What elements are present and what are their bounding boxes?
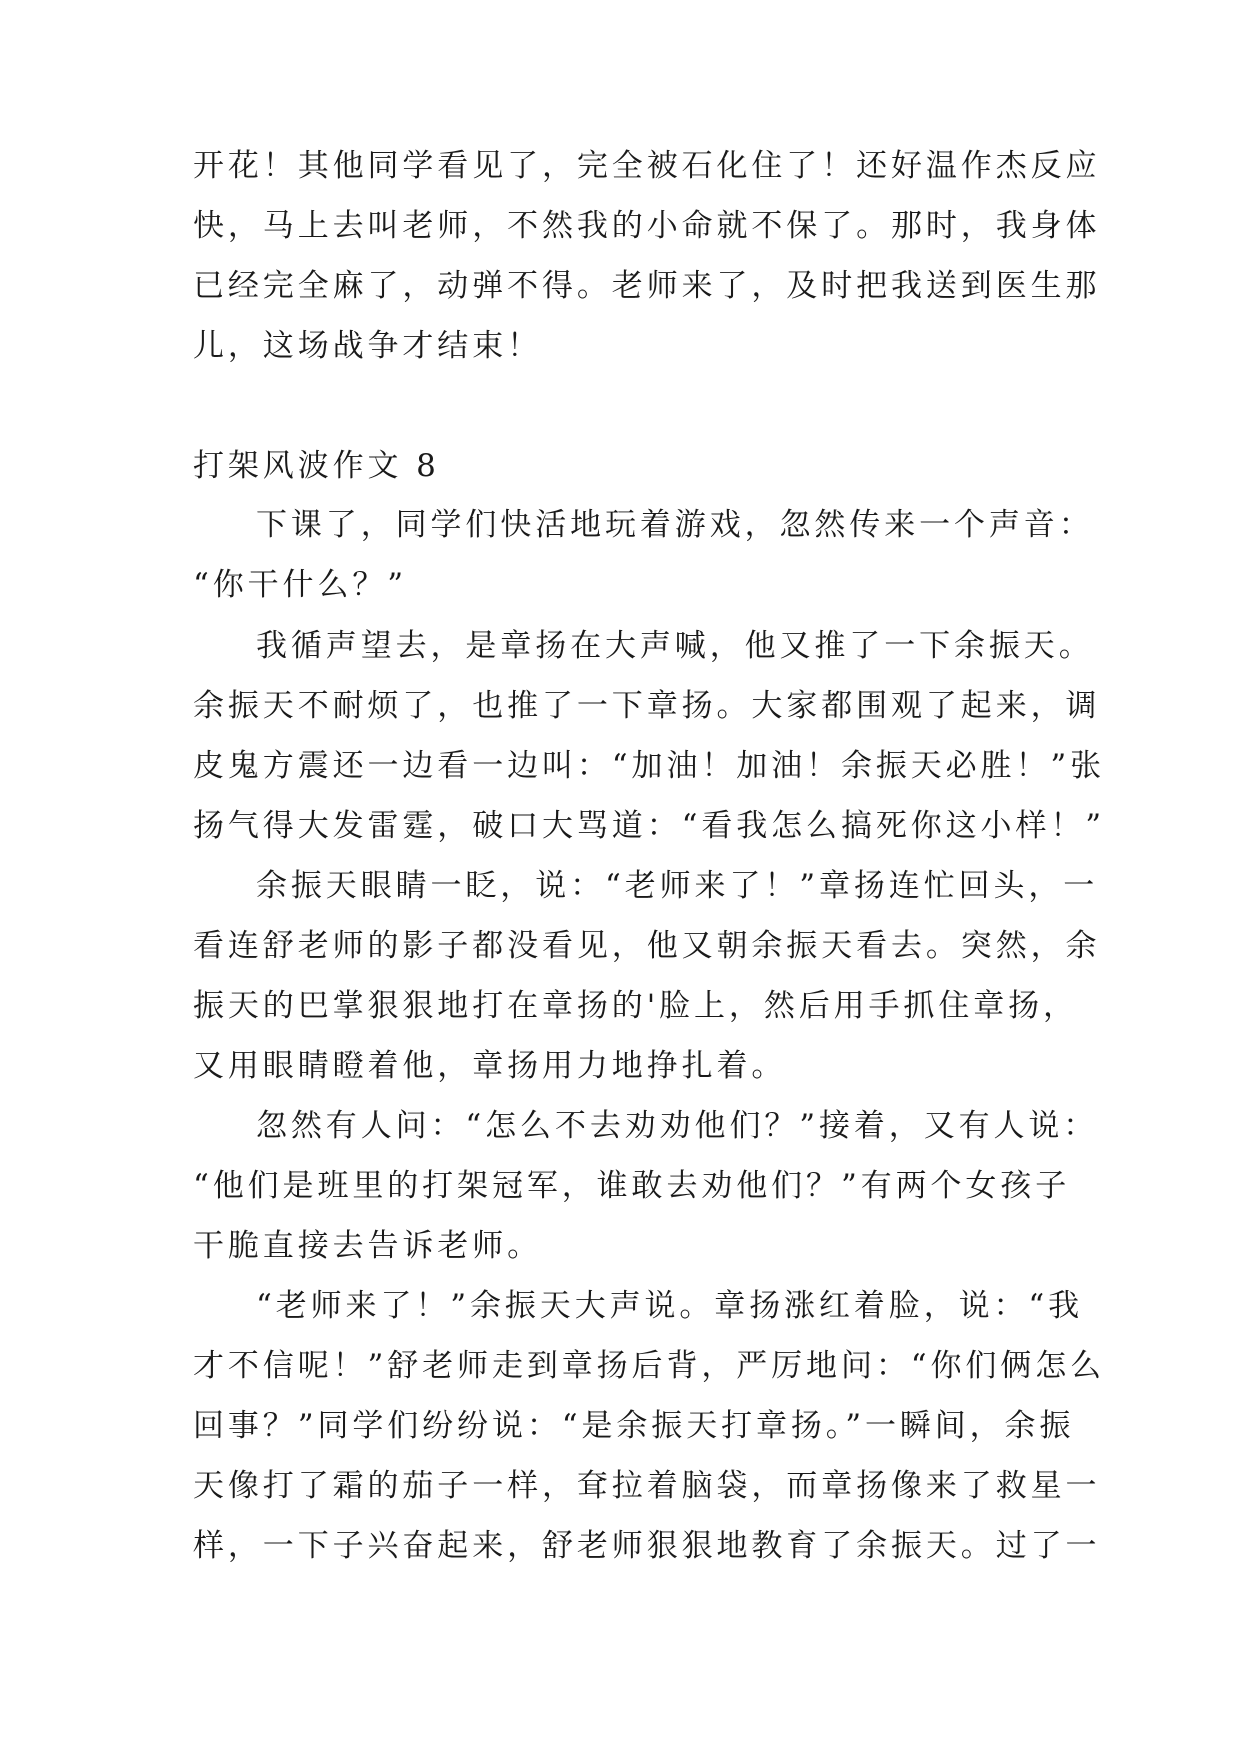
paragraph-line: 天像打了霜的茄子一样，耷拉着脑袋，而章扬像来了救星一 [193, 1468, 1101, 1504]
paragraph-line: 又用眼睛瞪着他，章扬用力地挣扎着。 [193, 1048, 787, 1084]
paragraph-line: 已经完全麻了，动弹不得。老师来了，及时把我送到医生那 [193, 268, 1101, 304]
paragraph-line: 下课了，同学们快活地玩着游戏，忽然传来一个声音： [256, 507, 1094, 543]
paragraph-line: 余振天眼睛一眨，说：“老师来了！”章扬连忙回头，一 [256, 868, 1099, 904]
paragraph-line: 样，一下子兴奋起来，舒老师狠狠地教育了余振天。过了一 [193, 1528, 1101, 1564]
paragraph-line: 才不信呢！”舒老师走到章扬后背，严厉地问：“你们俩怎么 [193, 1348, 1105, 1384]
paragraph-line: “老师来了！”余振天大声说。章扬涨红着脸，说：“我 [256, 1288, 1084, 1324]
section-title: 打架风波作文 8 [193, 448, 440, 484]
paragraph-line: 扬气得大发雷霆，破口大骂道：“看我怎么搞死你这小样！” [193, 808, 1105, 844]
paragraph-line: 皮鬼方震还一边看一边叫：“加油！加油！余振天必胜！”张 [193, 748, 1105, 784]
paragraph-line: “他们是班里的打架冠军，谁敢去劝他们？”有两个女孩子 [193, 1168, 1071, 1204]
paragraph-line: 我循声望去，是章扬在大声喊，他又推了一下余振天。 [256, 628, 1094, 664]
paragraph-line: 儿，这场战争才结束！ [193, 328, 542, 364]
paragraph-line: 快，马上去叫老师，不然我的小命就不保了。那时，我身体 [193, 208, 1101, 244]
paragraph-line: “你干什么？” [193, 567, 407, 603]
paragraph-line: 忽然有人问：“怎么不去劝劝他们？”接着，又有人说： [256, 1108, 1099, 1144]
paragraph-line: 余振天不耐烦了，也推了一下章扬。大家都围观了起来，调 [193, 688, 1101, 724]
paragraph-line: 振天的巴掌狠狠地打在章扬的'脸上，然后用手抓住章扬， [193, 988, 1078, 1024]
paragraph-line: 回事？”同学们纷纷说：“是余振天打章扬。”一瞬间，余振 [193, 1408, 1075, 1444]
paragraph-line: 开花！其他同学看见了，完全被石化住了！还好温作杰反应 [193, 148, 1101, 184]
paragraph-line: 干脆直接去告诉老师。 [193, 1228, 542, 1264]
paragraph-line: 看连舒老师的影子都没看见，他又朝余振天看去。突然，余 [193, 928, 1101, 964]
